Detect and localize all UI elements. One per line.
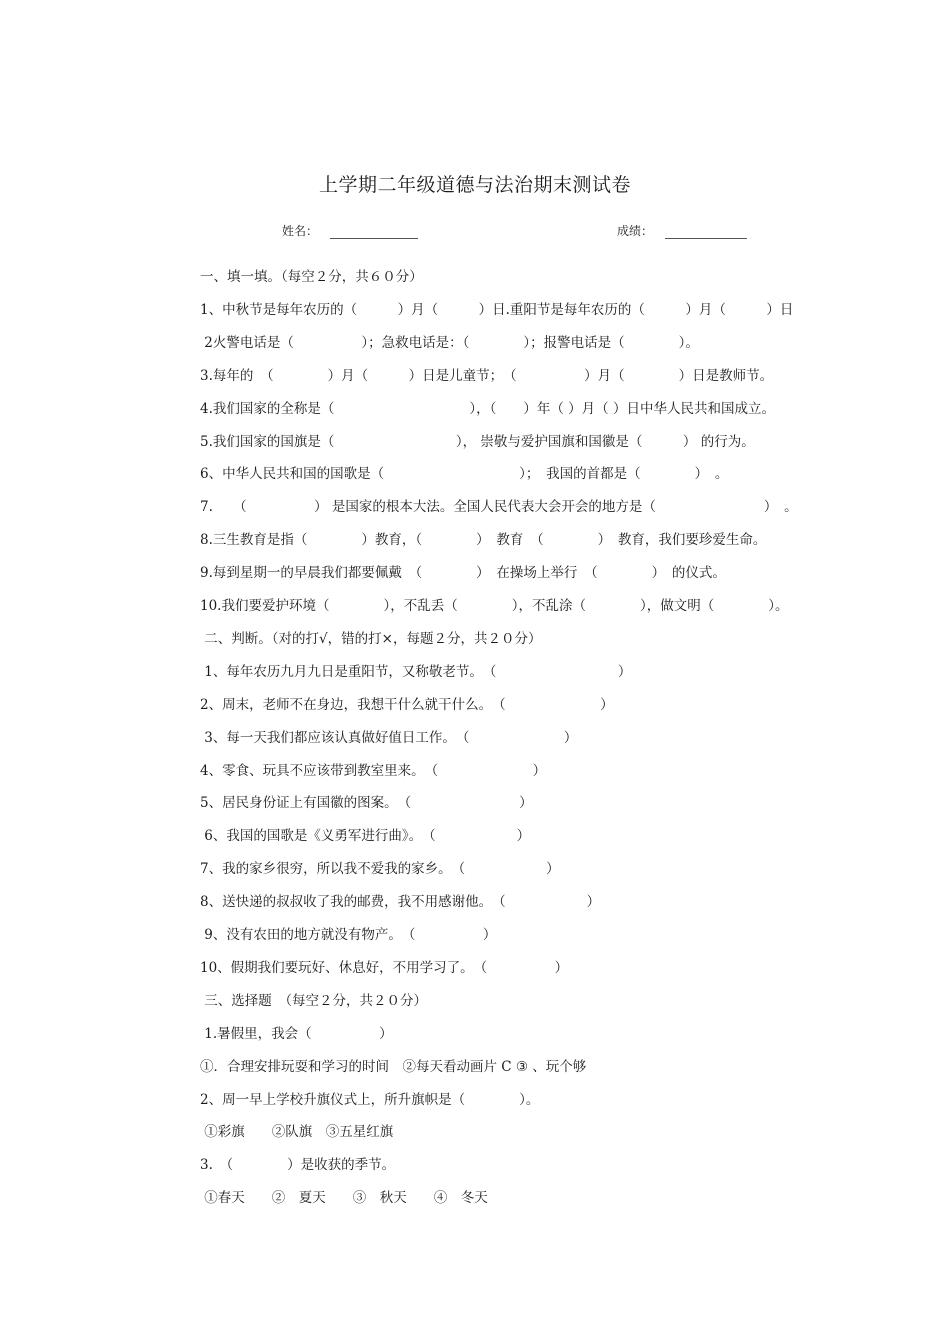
question-line: 2火警电话是（ ）；急救电话是：（ ）；报警电话是（ ）。: [200, 334, 699, 351]
question-line: 1、中秋节是每年农历的（ ）月（ ）日.重阳节是每年农历的（ ）月（ ）日: [200, 301, 794, 318]
question-line: 3.每年的 （ ）月（ ）日是儿童节； （ ）月（ ）日是教师节。: [200, 367, 774, 384]
question-line: 9.每到星期一的早晨我们都要佩戴 （ ） 在操场上举行 （ ） 的仪式。: [200, 565, 726, 582]
question-line: ①彩旗 ②队旗 ③五星红旗: [200, 1124, 394, 1141]
question-line: 2、周末，老师不在身边，我想干什么就干什么。 （ ）: [200, 696, 614, 713]
question-line: 3. （ ）是收获的季节。: [200, 1157, 396, 1174]
question-line: 10、假期我们要玩好、休息好，不用学习了。 （ ）: [200, 959, 569, 976]
question-line: 7、我的家乡很穷，所以我不爱我的家乡。 （ ）: [200, 861, 560, 878]
question-line: 8、送快递的叔叔收了我的邮费，我不用感谢他。 （ ）: [200, 894, 601, 911]
name-field: [282, 222, 418, 239]
question-line: 7. （ ） 是国家的根本大法。全国人民代表大会开会的地方是（ ） 。: [200, 499, 798, 516]
question-line: 1、每年农历九月九日是重阳节，又称敬老节。 （ ）: [200, 663, 632, 680]
question-line: 6、中华人民共和国的国歌是（ ）； 我国的首都是（ ） 。: [200, 466, 729, 483]
question-line: 二、判断。（对的打√，错的打×，每题２分，共２０分）: [200, 630, 542, 647]
name-label: 姓名：: [282, 224, 319, 238]
question-line: 8.三生教育是指（ ）教育，（ ） 教育 （ ） 教育，我们要珍爱生命。: [200, 532, 767, 549]
question-line: 10.我们要爱护环境（ ），不乱丢（ ），不乱涂（ ），做文明（ ）。: [200, 598, 789, 614]
question-line: ①．合理安排玩耍和学习的时间 ②每天看动画片 C ③ 、玩个够: [200, 1058, 587, 1075]
question-line: 6、我国的国歌是《义勇军进行曲》。 （ ）: [200, 828, 531, 845]
score-blank[interactable]: [665, 226, 747, 239]
question-line: 5、居民身份证上有国徽的图案。 （ ）: [200, 795, 533, 812]
question-line: 1.暑假里，我会（ ）: [200, 1025, 393, 1042]
name-blank[interactable]: [330, 226, 418, 239]
question-line: 三、选择题 （每空２分，共２０分）: [200, 992, 428, 1009]
question-line: 5.我们国家的国旗是（ ）， 崇敬与爱护国旗和国徽是（ ） 的行为。: [200, 433, 755, 450]
score-field: [617, 222, 747, 239]
question-line: 3、每一天我们都应该认真做好值日工作。 （ ）: [200, 729, 578, 746]
exam-title: 上学期二年级道德与法治期末测试卷: [318, 174, 631, 196]
question-line: 9、没有农田的地方就没有物产。 （ ）: [200, 927, 497, 943]
question-line: 4.我们国家的全称是（ ），（ ）年（ ）月（ ）日中华人民共和国成立。: [200, 400, 775, 417]
question-line: 一、填一填。（每空２分，共６０分）: [200, 269, 423, 285]
score-label: 成绩：: [617, 224, 654, 238]
question-line: 2、周一早上学校升旗仪式上，所升旗帜是（ ）。: [200, 1091, 540, 1108]
question-line: 4、零食、玩具不应该带到教室里来。 （ ）: [200, 762, 547, 779]
question-line: ①春天 ② 夏天 ③ 秋天 ④ 冬天: [200, 1190, 488, 1207]
